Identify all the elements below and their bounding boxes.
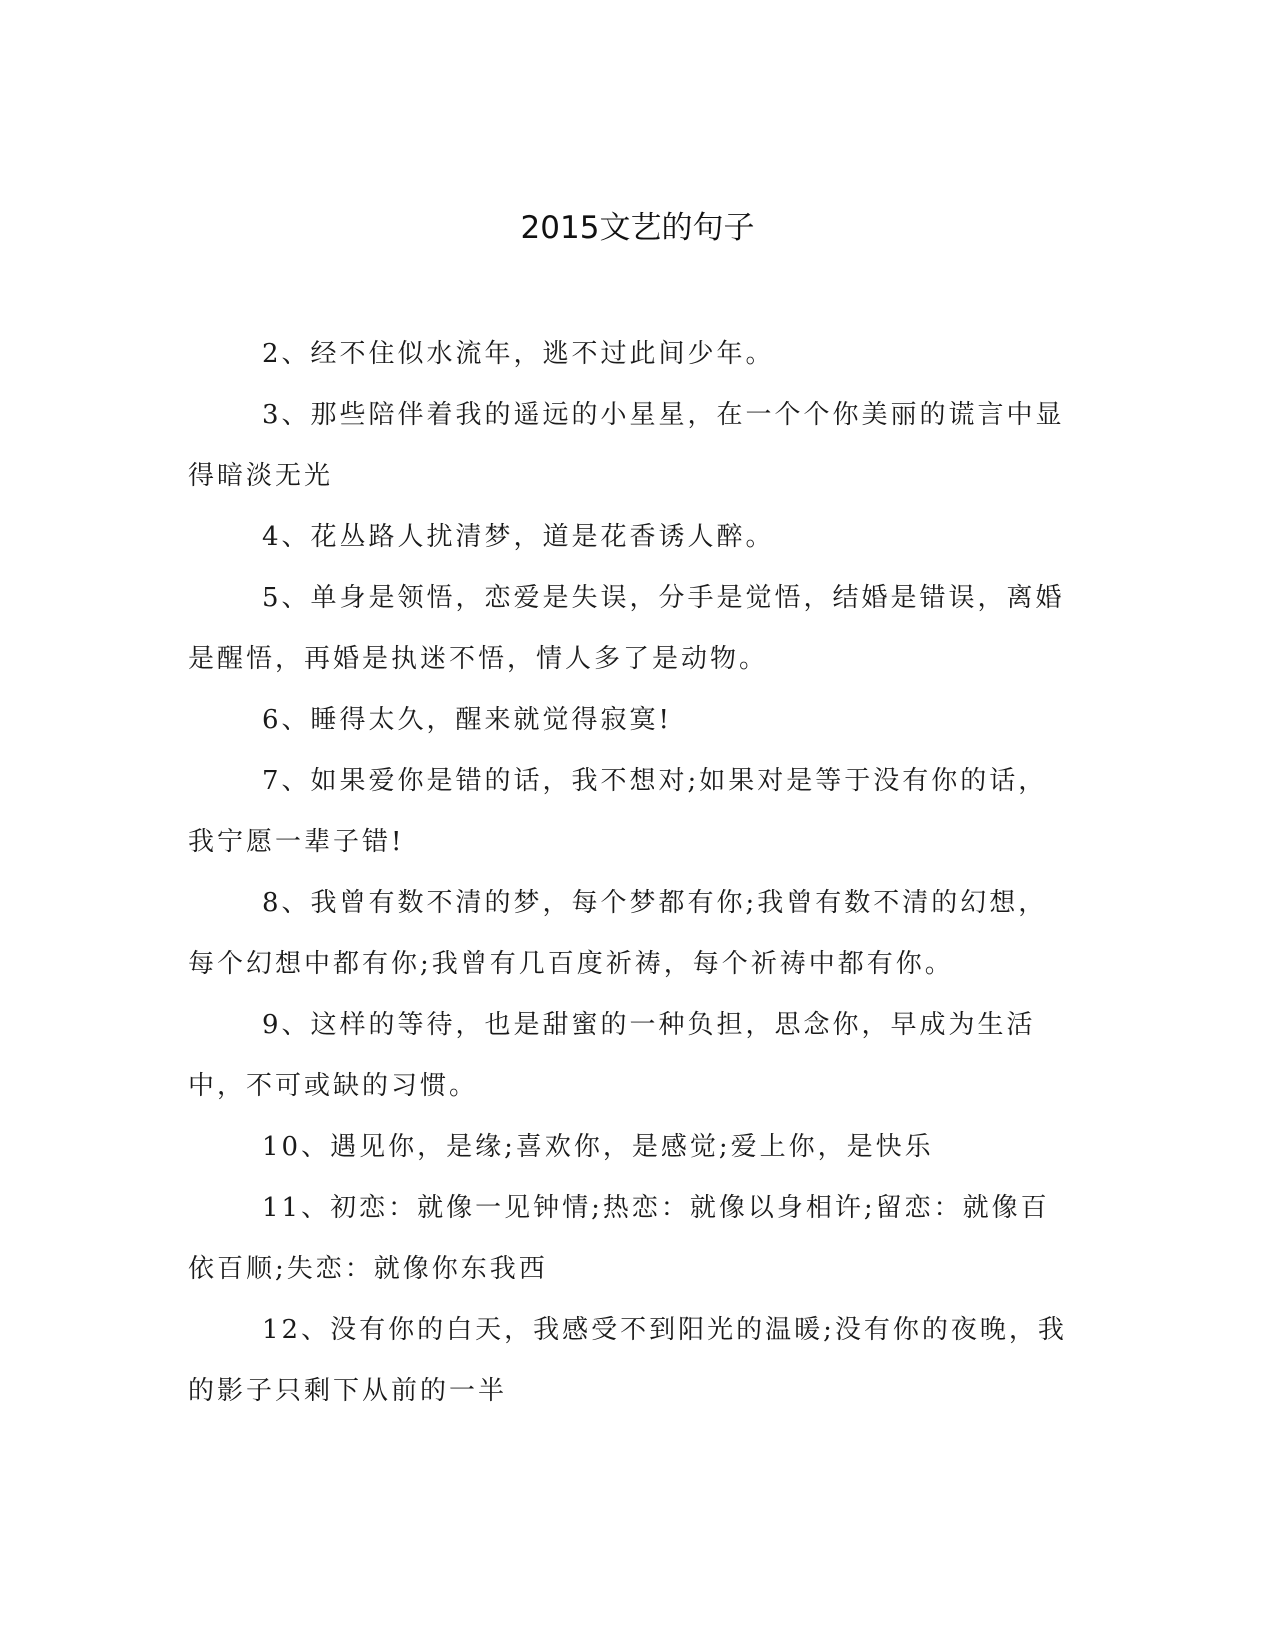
paragraph-3: 3、那些陪伴着我的遥远的小星星，在一个个你美丽的谎言中显得暗淡无光 [188,400,1065,491]
paragraph-6: 6、睡得太久，醒来就觉得寂寞! [262,705,672,735]
paragraph-4: 4、花丛路人扰清梦，道是花香诱人醉。 [262,522,775,552]
document-body [188,324,1068,1422]
paragraph-5: 5、单身是领悟，恋爱是失误，分手是觉悟，结婚是错误，离婚是醒悟，再婚是执迷不悟，情人多了是动物。 [188,583,1065,674]
paragraph-7: 7、如果爱你是错的话，我不想对;如果对是等于没有你的话，我宁愿一辈子错! [188,766,1048,857]
paragraph-10: 10、遇见你，是缘;喜欢你，是感觉;爱上你，是快乐 [262,1132,934,1162]
paragraph-8: 8、我曾有数不清的梦，每个梦都有你;我曾有数不清的幻想，每个幻想中都有你;我曾有几百度祈祷，每个祈祷中都有你。 [188,888,1048,979]
paragraph-11: 11、初恋：就像一见钟情;热恋：就像以身相许;留恋：就像百依百顺;失恋：就像你东我西 [188,1193,1050,1284]
paragraph-12: 12、没有你的白天，我感受不到阳光的温暖;没有你的夜晚，我的影子只剩下从前的一半 [188,1315,1067,1406]
document-title: 2015文艺的句子 [520,210,755,246]
paragraph-9: 9、这样的等待，也是甜蜜的一种负担，思念你，早成为生活中，不可或缺的习惯。 [188,1010,1036,1101]
paragraph-2: 2、经不住似水流年，逃不过此间少年。 [262,339,775,369]
